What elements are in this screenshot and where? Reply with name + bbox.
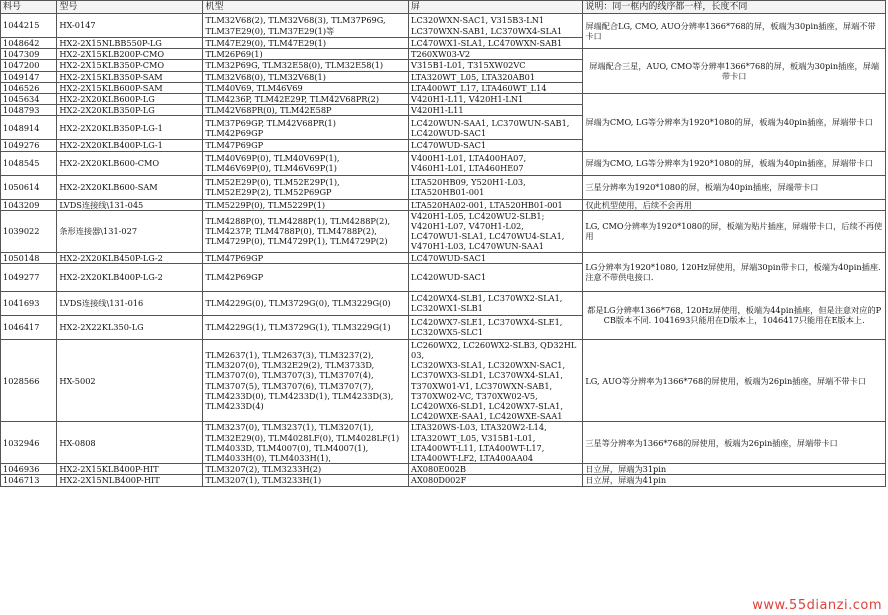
screens: LC420WUN-SAA1, LC370WUN-SAB1, LC420WUD-SAC1 (409, 116, 583, 140)
machines: TLM2637(1), TLM2637(3), TLM3237(2), TLM3207(0), TLM32E29(2), TLM3733D, TLM3707(0), TLM3707(3), TLM3707(4), TLM3707(5), TLM3707(6), TLM3707(7), TLM4233D(0), TLM4233D(1), TLM4233D(3), TLM4233D(4) (203, 339, 409, 422)
header-screens: 屏 (409, 1, 583, 14)
model: 条形连接器\131-027 (57, 210, 203, 252)
machines: TLM4229G(0), TLM3729G(0), TLM3229G(0) (203, 291, 409, 315)
model: HX2-2X20KLB350P-LG-1 (57, 116, 203, 140)
note: LG分辨率为1920*1080, 120Hz屏使用，屏端30pin带卡口，板端为40pin插座. 注意不带供电接口. (583, 252, 886, 291)
part-number: 1048914 (1, 116, 57, 140)
screens: LTA320WS-L03, LTA320W2-L14, LTA320WT_L05, V315B1-L01, LTA400WT-L11, LTA400WT-L17, LTA400WT-LF2, LTA400AA04 (409, 422, 583, 464)
model: HX2-2X20KLB600-SAM (57, 175, 203, 199)
machines: TLM32V68(2), TLM32V68(3), TLM37P69G, TLM37E29(0), TLM37E29(1)等 (203, 14, 409, 38)
table-row (1, 464, 886, 475)
machines: TLM47P69GP (203, 252, 409, 263)
table-row (1, 422, 886, 464)
screens: V420H1-L11, V420H1-LN1 (409, 94, 583, 105)
screens: LC420WX7-SLE1, LC370WX4-SLE1, LC320WX5-SLC1 (409, 315, 583, 339)
screens: LC470WX1-SLA1, LC470WXN-SAB1 (409, 38, 583, 49)
model: HX2-2X15KLB400P-HIT (57, 464, 203, 475)
model: HX2-2X20KLB450P-LG-2 (57, 252, 203, 263)
note: 屏端为CMO, LG等分辨率为1920*1080的屏，板端为40pin插座，屏端带卡口 (583, 151, 886, 175)
screens: LTA520HA02-001, LTA520HB01-001 (409, 199, 583, 210)
table-row (1, 14, 886, 38)
part-number: 1046526 (1, 82, 57, 93)
part-number: 1047309 (1, 49, 57, 60)
part-number: 1028566 (1, 339, 57, 422)
screens: LTA520HB09, Y520H1-L03, LTA520HB01-001 (409, 175, 583, 199)
machines: TLM47P69GP (203, 140, 409, 151)
screens: LC420WUD-SAC1 (409, 263, 583, 291)
part-number: 1047200 (1, 60, 57, 71)
part-number: 1039022 (1, 210, 57, 252)
table-row (1, 210, 886, 252)
watermark: www.55dianzi.com (752, 598, 882, 613)
machines: TLM42P69GP (203, 263, 409, 291)
model: HX2-2X20KLB400P-LG-2 (57, 263, 203, 291)
table-row (1, 49, 886, 60)
model: HX2-2X20KLB600P-LG (57, 94, 203, 105)
machines: TLM3207(1), TLM3233H(1) (203, 475, 409, 486)
part-number: 1050148 (1, 252, 57, 263)
table-row (1, 339, 886, 422)
note: LG, CMO分辨率为1920*1080的屏，板端为贴片插座，屏端带卡口，后续不再使用 (583, 210, 886, 252)
header-part-number: 料号 (1, 1, 57, 14)
table-row (1, 475, 886, 486)
note: 屏端为CMO, LG等分辨率为1920*1080的屏，板端为40pin插座，屏端带卡口 (583, 94, 886, 152)
note: 都是LG分辨率1366*768, 120Hz屏使用，板端为44pin插座，但是注意对应的PCB版本不同. 1041693只能用在D版本上，1046417只能用在E版本上. (583, 291, 886, 339)
screens: V315B1-L01, T315XW02VC (409, 60, 583, 71)
screens: T260XW03-V2 (409, 49, 583, 60)
model: HX2-2X15NLB400P-HIT (57, 475, 203, 486)
screens: LC420WX4-SLB1, LC370WX2-SLA1, LC320WX1-SLB1 (409, 291, 583, 315)
screens: AX080E002B (409, 464, 583, 475)
model: HX2-2X15KLB600P-SAM (57, 82, 203, 93)
note: 屏端配合三星，AUO, CMO等分辨率1366*768的屏，板端为30pin插座，屏端带卡口 (583, 49, 886, 94)
screens: LC320WXN-SAC1, V315B3-LN1 LC370WXN-SAB1, LC370WX4-SLA1 (409, 14, 583, 38)
model: HX2-2X20KLB350P-LG (57, 105, 203, 116)
screens: LTA400WT_L17, LTA460WT_L14 (409, 82, 583, 93)
machines: TLM3237(0), TLM3237(1), TLM3207(1), TLM32E29(0), TLM4028LF(0), TLM4028LF(1) TLM4033D, TLM4007(0), TLM4007(1), TLM4033H(0), TLM4033H(1), (203, 422, 409, 464)
part-number: 1046713 (1, 475, 57, 486)
machines: TLM32V68(0), TLM32V68(1) (203, 71, 409, 82)
machines: TLM40V69P(0), TLM40V69P(1), TLM46V69P(0), TLM46V69P(1) (203, 151, 409, 175)
machines: TLM47E29(0), TLM47E29(1) (203, 38, 409, 49)
screens: V420H1-L05, LC420WU2-SLB1; V420H1-L07, V470H1-L02, LC470WU1-SLA1, LC470WU4-SLA1, V470H1-L03, LC470WUN-SAA1 (409, 210, 583, 252)
model: HX2-2X20KLB400P-LG-1 (57, 140, 203, 151)
part-number: 1041693 (1, 291, 57, 315)
screens: V400H1-L01, LTA400HA07, V460H1-L01, LTA460HE07 (409, 151, 583, 175)
note: 仅此机型使用，后续不会再用 (583, 199, 886, 210)
part-number: 1048793 (1, 105, 57, 116)
screens: LC260WX2, LC260WX2-SLB3, QD32HL03, LC320WX3-SLA1, LC320WXN-SAC1, LC370WX3-SLD1, LC370WX4-SLA1, T370XW01-V1, LC370WXN-SAB1, T370XW02-VC, T370XW02-V5, LC420WX6-SLD1, LC420WX7-SLA1, LC420WXE-SAA1, LC420WXE-SAA1 (409, 339, 583, 422)
note: 屏端配合LG, CMO, AUO分辨率1366*768的屏，板端为30pin插座，屏端不带卡口 (583, 14, 886, 49)
screens: LC470WUD-SAC1 (409, 140, 583, 151)
model: HX2-2X15KLB200P-CMO (57, 49, 203, 60)
model: HX2-2X22KL350-LG (57, 315, 203, 339)
model: HX2-2X15KLB350P-CMO (57, 60, 203, 71)
machines: TLM5229P(0), TLM5229P(1) (203, 199, 409, 210)
part-number: 1045634 (1, 94, 57, 105)
part-number: 1043209 (1, 199, 57, 210)
note: 日立屏，屏端为41pin (583, 475, 886, 486)
screens: LTA320WT_L05, LTA320AB01 (409, 71, 583, 82)
machines: TLM42V68PR(0), TLM42E58P (203, 105, 409, 116)
model: HX2-2X15KLB350P-SAM (57, 71, 203, 82)
model: HX-5002 (57, 339, 203, 422)
part-number: 1032946 (1, 422, 57, 464)
screens: V420H1-L11 (409, 105, 583, 116)
table-row (1, 151, 886, 175)
part-number: 1046936 (1, 464, 57, 475)
model: HX-0808 (57, 422, 203, 464)
model: LVDS连接线\131-016 (57, 291, 203, 315)
part-number: 1049147 (1, 71, 57, 82)
machines: TLM40V69, TLM46V69 (203, 82, 409, 93)
part-number: 1049277 (1, 263, 57, 291)
machines: TLM4229G(1), TLM3729G(1), TLM3229G(1) (203, 315, 409, 339)
header-row (1, 1, 886, 14)
part-number: 1048545 (1, 151, 57, 175)
note: LG, AUO等分辨率为1366*768的屏使用，板端为26pin插座，屏端不带卡口 (583, 339, 886, 422)
model: HX2-2X20KLB600-CMO (57, 151, 203, 175)
machines: TLM37P69GP, TLM42V68PR(1) TLM42P69GP (203, 116, 409, 140)
note: 三星等分辨率为1366*768的屏使用，板端为26pin插座，屏端带卡口 (583, 422, 886, 464)
table-row (1, 175, 886, 199)
machines: TLM52E29P(0), TLM52E29P(1), TLM52E29P(2), TLM52P69GP (203, 175, 409, 199)
screens: LC470WUD-SAC1 (409, 252, 583, 263)
table-row (1, 199, 886, 210)
machines: TLM26P69(1) (203, 49, 409, 60)
header-machines: 机型 (203, 1, 409, 14)
model: HX-0147 (57, 14, 203, 38)
part-number: 1049276 (1, 140, 57, 151)
table-row (1, 94, 886, 105)
part-number: 1050614 (1, 175, 57, 199)
machines: TLM32P69G, TLM32E58(0), TLM32E58(1) (203, 60, 409, 71)
screens: AX080D002F (409, 475, 583, 486)
table-row (1, 291, 886, 315)
machines: TLM4288P(0), TLM4288P(1), TLM4288P(2), TLM4237P, TLM4788P(0), TLM4788P(2), TLM4729P(0), TLM4729P(1), TLM4729P(2) (203, 210, 409, 252)
note: 三星分辨率为1920*1080的屏，板端为40pin插座，屏端带卡口 (583, 175, 886, 199)
note: 日立屏，屏端为31pin (583, 464, 886, 475)
model: HX2-2X15NLBB550P-LG (57, 38, 203, 49)
part-number: 1048642 (1, 38, 57, 49)
part-number: 1044215 (1, 14, 57, 38)
header-notes: 说明：同一框内的线序都一样，长度不同 (583, 1, 886, 14)
machines: TLM4236P, TLM42E29P, TLM42V68PR(2) (203, 94, 409, 105)
table-row (1, 252, 886, 263)
model: LVDS连接线\131-045 (57, 199, 203, 210)
machines: TLM3207(2), TLM3233H(2) (203, 464, 409, 475)
header-model: 型号 (57, 1, 203, 14)
part-number: 1046417 (1, 315, 57, 339)
